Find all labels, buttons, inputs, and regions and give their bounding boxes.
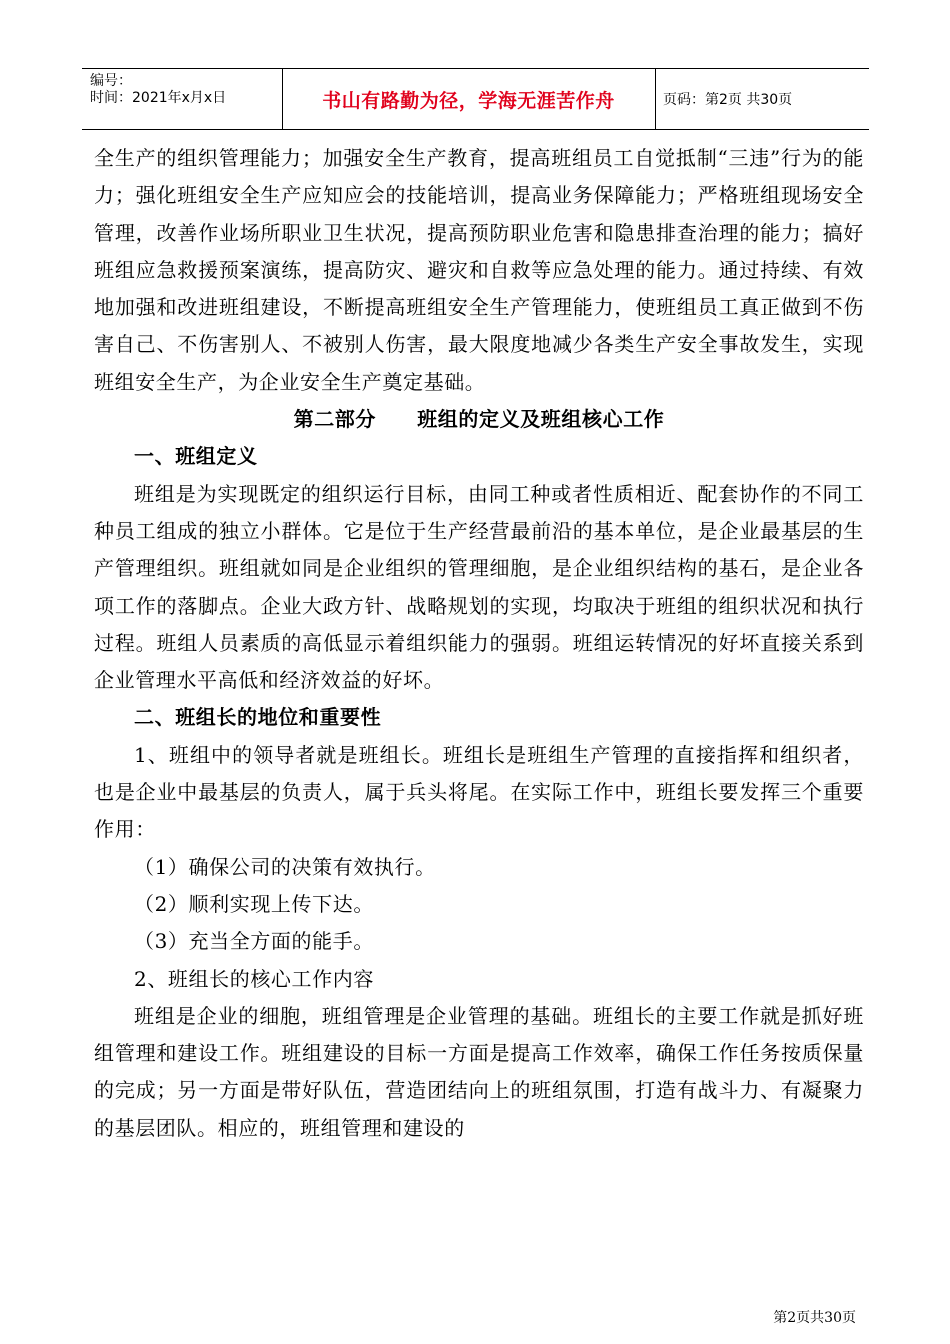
- paragraph-core-work: 班组是企业的细胞，班组管理是企业管理的基础。班组长的主要工作就是抓好班组管理和建设工作。班组建设的目标一方面是提高工作效率，确保工作任务按质保量的完成；另一方面是带好队伍，营造团结向上的班组氛围，打造有战斗力、有凝聚力的基层团队。相应的，班组管理和建设的: [94, 1003, 864, 1140]
- document-body: [94, 140, 864, 1147]
- paragraph-continued: 全生产的组织管理能力；加强安全生产教育，提高班组员工自觉抵制“三违”行为的能力；强化班组安全生产应知应会的技能培训，提高业务保障能力；严格班组现场安全管理，改善作业场所职业卫生状况，提高预防职业危害和隐患排查治理的能力；搞好班组应急救援预案演练，提高防灾、避灾和自救等应急处理的能力。通过持续、有效地加强和改进班组建设，不断提高班组安全生产管理能力，使班组员工真正做到不伤害自己、不伤害别人、不被别人伤害，最大限度地减少各类生产安全事故发生，实现班组安全生产，为企业安全生产奠定基础。: [94, 146, 864, 394]
- list-item: （1）确保公司的决策有效执行。: [134, 854, 436, 879]
- section-title: 第二部分 班组的定义及班组核心工作: [293, 407, 665, 432]
- document-number-label: 编号：: [90, 73, 132, 89]
- header-motto: 书山有路勤为径，学海无涯苦作舟: [322, 89, 615, 112]
- list-item: （2）顺利实现上传下达。: [134, 891, 374, 916]
- paragraph-core-work-heading: 2、班组长的核心工作内容: [134, 966, 374, 991]
- header-page-cell: [655, 69, 869, 129]
- paragraph-leader-role: 1、班组中的领导者就是班组长。班组长是班组生产管理的直接指挥和组织者，也是企业中最基层的负责人，属于兵头将尾。在实际工作中，班组长要发挥三个重要作用：: [94, 742, 864, 842]
- page-footer: 第2页共30页: [773, 1310, 856, 1326]
- paragraph-definition: 班组是为实现既定的组织运行目标，由同工种或者性质相近、配套协作的不同工种员工组成的独立小群体。它是位于生产经营最前沿的基本单位，是企业最基层的生产管理组织。班组就如同是企业组织的管理细胞，是企业组织结构的基石，是企业各项工作的落脚点。企业大政方针、战略规划的实现，均取决于班组的组织状况和执行过程。班组人员素质的高低显示着组织能力的强弱。班组运转情况的好坏直接关系到企业管理水平高低和经济效益的好坏。: [94, 481, 864, 693]
- list-item: （3）充当全方面的能手。: [134, 929, 374, 954]
- header-motto-cell: [282, 69, 656, 129]
- page-header: [82, 68, 869, 130]
- document-date-label: 时间：2021年x月x日: [90, 90, 227, 106]
- subsection-title-leader: 二、班组长的地位和重要性: [134, 705, 382, 730]
- header-page-number: 页码：第2页 共30页: [663, 92, 793, 108]
- header-left-cell: [82, 69, 283, 129]
- subsection-title-definition: 一、班组定义: [134, 444, 258, 469]
